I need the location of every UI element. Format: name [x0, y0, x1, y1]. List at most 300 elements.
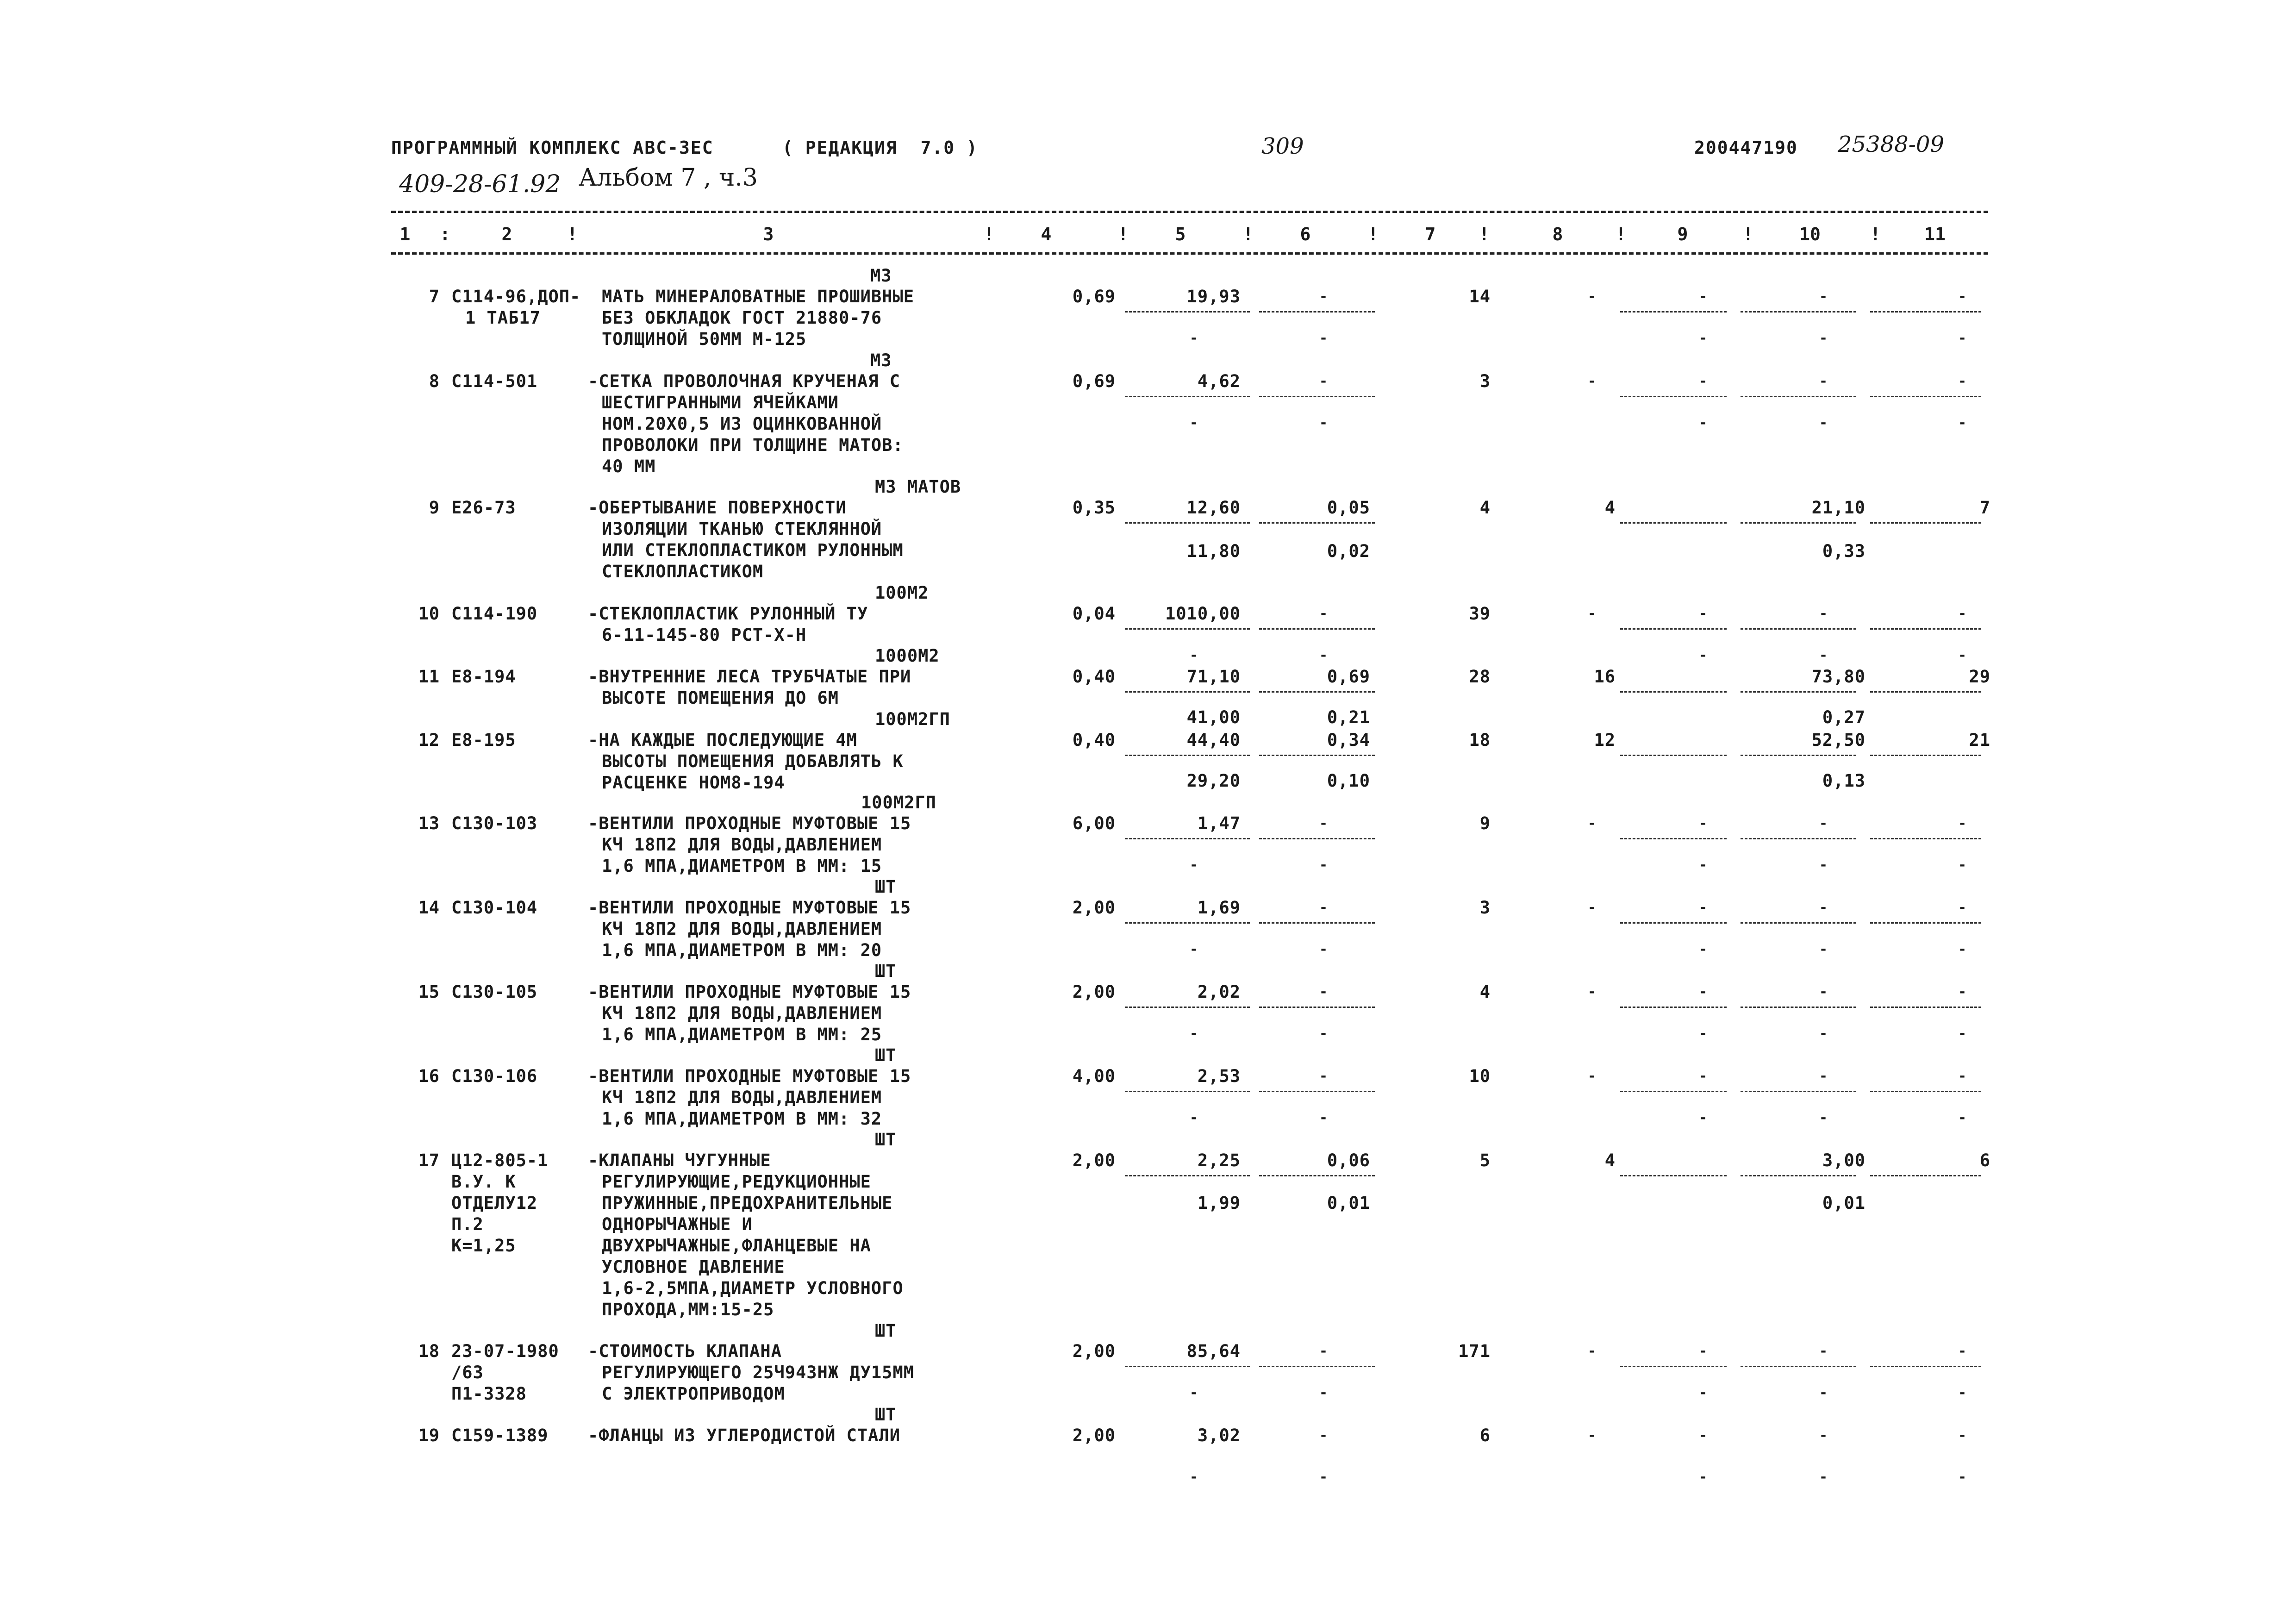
empty-value-mark: - [1190, 1110, 1198, 1126]
empty-value-mark: - [1588, 1068, 1597, 1084]
unit-label: ШТ [875, 961, 897, 981]
unit-cost-wages: 29,20 [1186, 771, 1241, 791]
description-line: КЧ 18П2 ДЛЯ ВОДЫ,ДАВЛЕНИЕМ [602, 919, 882, 939]
unit-label: ШТ [875, 877, 897, 897]
description-line: -ВЕНТИЛИ ПРОХОДНЫЕ МУФТОВЫЕ 15 [588, 1066, 911, 1086]
empty-value-mark: - [1958, 1385, 1967, 1401]
unit-cost: 2,53 [1197, 1066, 1241, 1086]
labor-cost-machinists: 0,01 [1822, 1193, 1866, 1213]
description-line: -ВЕНТИЛИ ПРОХОДНЫЕ МУФТОВЫЕ 15 [588, 813, 911, 833]
empty-value-mark: - [1319, 1025, 1328, 1042]
empty-value-mark: - [1319, 606, 1328, 622]
column-header: 3 [763, 224, 774, 244]
machine-cost-wages: 0,01 [1327, 1193, 1370, 1213]
subrow-divider [1870, 1366, 1981, 1367]
column-separator: ! [1479, 224, 1490, 244]
unit-label: 100М2ГП [861, 793, 936, 813]
empty-value-mark: - [1699, 900, 1708, 916]
resource-code: К=1,25 [451, 1236, 516, 1256]
total-cost: 6 [1479, 1425, 1491, 1445]
subrow-divider [1259, 838, 1375, 839]
total-cost: 4 [1479, 498, 1491, 518]
empty-value-mark: - [1190, 1025, 1198, 1042]
total-cost: 10 [1469, 1066, 1491, 1086]
labor-cost-machinists: 0,33 [1822, 541, 1866, 561]
quantity: 2,00 [1072, 1341, 1116, 1361]
total-wages: 12 [1594, 730, 1616, 750]
description-line: 1,6 МПА,ДИАМЕТРОМ В ММ: 25 [602, 1025, 882, 1044]
empty-value-mark: - [1819, 1469, 1828, 1485]
subrow-divider [1125, 396, 1250, 397]
empty-value-mark: - [1699, 647, 1708, 663]
subrow-divider [1870, 1007, 1981, 1008]
subrow-divider [1620, 691, 1727, 693]
labor-cost-machinists: 0,27 [1822, 707, 1866, 727]
unit-label: 1000М2 [875, 646, 940, 666]
unit-cost: 71,10 [1186, 667, 1241, 687]
machine-cost-wages: 0,02 [1327, 541, 1370, 561]
description-line: ПРОХОДА,ММ:15-25 [602, 1300, 774, 1319]
labor-total: 7 [1979, 498, 1990, 518]
description-line: ОДНОРЫЧАЖНЫЕ И [602, 1214, 753, 1234]
empty-value-mark: - [1699, 1343, 1708, 1359]
empty-value-mark: - [1319, 1469, 1328, 1485]
subrow-divider [1870, 755, 1981, 756]
description-line: 40 ММ [602, 456, 656, 476]
subrow-divider [1870, 1091, 1981, 1092]
total-cost: 4 [1479, 982, 1491, 1002]
unit-label: ШТ [875, 1130, 897, 1150]
column-header: 6 [1300, 224, 1311, 244]
column-header: 10 [1799, 224, 1821, 244]
empty-value-mark: - [1190, 857, 1198, 873]
subrow-divider [1870, 1175, 1981, 1176]
empty-value-mark: - [1958, 1025, 1967, 1042]
empty-value-mark: - [1319, 1427, 1328, 1444]
description-line: -ВНУТРЕННИЕ ЛЕСА ТРУБЧАТЫЕ ПРИ [588, 667, 911, 687]
empty-value-mark: - [1819, 373, 1828, 389]
labor-cost-machinists: 0,13 [1822, 771, 1866, 791]
empty-value-mark: - [1699, 288, 1708, 305]
subrow-divider [1259, 628, 1375, 630]
labor-total: 6 [1979, 1150, 1990, 1170]
description-line: -ОБЕРТЫВАНИЕ ПОВЕРХНОСТИ [588, 498, 847, 518]
empty-value-mark: - [1958, 941, 1967, 957]
empty-value-mark: - [1958, 1427, 1967, 1444]
row-number: 14 [418, 898, 440, 918]
row-number: 9 [429, 498, 440, 518]
description-line: ШЕСТИГРАННЫМИ ЯЧЕЙКАМИ [602, 393, 839, 413]
subrow-divider [1259, 396, 1375, 397]
empty-value-mark: - [1958, 373, 1967, 389]
empty-value-mark: - [1699, 1469, 1708, 1485]
unit-cost: 1,47 [1197, 813, 1241, 833]
machine-cost-wages: 0,21 [1327, 707, 1370, 727]
empty-value-mark: - [1819, 857, 1828, 873]
unit-cost: 3,02 [1197, 1425, 1241, 1445]
table-header-rule [391, 252, 1988, 255]
album-code: 409-28-61.92 [399, 170, 561, 198]
subrow-divider [1620, 838, 1727, 839]
resource-code: П1-3328 [451, 1384, 527, 1404]
unit-label: ШТ [875, 1321, 897, 1341]
labor-total: 29 [1969, 667, 1990, 687]
empty-value-mark: - [1819, 815, 1828, 832]
empty-value-mark: - [1319, 941, 1328, 957]
empty-value-mark: - [1958, 1068, 1967, 1084]
empty-value-mark: - [1699, 1025, 1708, 1042]
quantity: 2,00 [1072, 1425, 1116, 1445]
description-line: 6-11-145-80 РСТ-Х-Н [602, 625, 807, 645]
subrow-divider [1259, 1091, 1375, 1092]
unit-cost: 12,60 [1186, 498, 1241, 518]
empty-value-mark: - [1699, 815, 1708, 832]
column-header: 1 [399, 224, 411, 244]
subrow-divider [1620, 628, 1727, 630]
empty-value-mark: - [1699, 1427, 1708, 1444]
description-line: -СЕТКА ПРОВОЛОЧНАЯ КРУЧЕНАЯ С [588, 371, 901, 391]
empty-value-mark: - [1319, 415, 1328, 431]
page-number: 309 [1261, 133, 1304, 159]
total-cost: 3 [1479, 898, 1491, 918]
description-line: -КЛАПАНЫ ЧУГУННЫЕ [588, 1150, 771, 1170]
empty-value-mark: - [1699, 373, 1708, 389]
resource-code: 1 ТАБ17 [465, 308, 541, 328]
unit-label: ШТ [875, 1405, 897, 1425]
subrow-divider [1620, 1175, 1727, 1176]
empty-value-mark: - [1819, 941, 1828, 957]
empty-value-mark: - [1319, 1343, 1328, 1359]
quantity: 2,00 [1072, 898, 1116, 918]
row-number: 16 [418, 1066, 440, 1086]
description-line: ВЫСОТЕ ПОМЕЩЕНИЯ ДО 6М [602, 688, 839, 708]
subrow-divider [1259, 691, 1375, 693]
empty-value-mark: - [1588, 288, 1597, 305]
machine-cost: 0,05 [1327, 498, 1370, 518]
empty-value-mark: - [1699, 1110, 1708, 1126]
labor-cost: 21,10 [1811, 498, 1866, 518]
empty-value-mark: - [1699, 857, 1708, 873]
empty-value-mark: - [1958, 647, 1967, 663]
empty-value-mark: - [1819, 330, 1828, 346]
empty-value-mark: - [1319, 1385, 1328, 1401]
unit-cost: 44,40 [1186, 730, 1241, 750]
description-line: -СТОИМОСТЬ КЛАПАНА [588, 1341, 782, 1361]
subrow-divider [1125, 922, 1250, 924]
total-cost: 18 [1469, 730, 1491, 750]
empty-value-mark: - [1319, 647, 1328, 663]
description-line: ИЗОЛЯЦИИ ТКАНЬЮ СТЕКЛЯННОЙ [602, 519, 882, 539]
subrow-divider [1741, 838, 1856, 839]
row-number: 11 [418, 667, 440, 687]
subrow-divider [1125, 1366, 1250, 1367]
table-top-rule [391, 211, 1988, 213]
resource-code: /63 [451, 1363, 484, 1382]
row-number: 17 [418, 1150, 440, 1170]
column-header: 9 [1677, 224, 1688, 244]
empty-value-mark: - [1319, 900, 1328, 916]
unit-cost-wages: 41,00 [1186, 707, 1241, 727]
resource-code: Е26-73 [451, 498, 516, 518]
unit-cost: 4,62 [1197, 371, 1241, 391]
document-code: 200447190 [1694, 138, 1798, 158]
empty-value-mark: - [1319, 1110, 1328, 1126]
machine-cost: 0,34 [1327, 730, 1370, 750]
machine-cost-wages: 0,10 [1327, 771, 1370, 791]
empty-value-mark: - [1819, 1385, 1828, 1401]
subrow-divider [1620, 1007, 1727, 1008]
empty-value-mark: - [1958, 330, 1967, 346]
empty-value-mark: - [1319, 330, 1328, 346]
column-separator: : [440, 224, 450, 244]
empty-value-mark: - [1699, 415, 1708, 431]
empty-value-mark: - [1819, 288, 1828, 305]
empty-value-mark: - [1588, 373, 1597, 389]
description-line: БЕЗ ОБКЛАДОК ГОСТ 21880-76 [602, 308, 882, 328]
resource-code: Е8-194 [451, 667, 516, 687]
empty-value-mark: - [1819, 1110, 1828, 1126]
description-line: 1,6 МПА,ДИАМЕТРОМ В ММ: 20 [602, 940, 882, 960]
subrow-divider [1870, 838, 1981, 839]
column-separator: ! [1870, 224, 1881, 244]
empty-value-mark: - [1958, 815, 1967, 832]
description-line: -ВЕНТИЛИ ПРОХОДНЫЕ МУФТОВЫЕ 15 [588, 982, 911, 1002]
row-number: 13 [418, 813, 440, 833]
subrow-divider [1741, 1366, 1856, 1367]
subrow-divider [1620, 922, 1727, 924]
subrow-divider [1125, 1007, 1250, 1008]
quantity: 2,00 [1072, 1150, 1116, 1170]
column-header: 11 [1924, 224, 1946, 244]
empty-value-mark: - [1819, 1343, 1828, 1359]
subrow-divider [1125, 838, 1250, 839]
subrow-divider [1620, 522, 1727, 524]
resource-code: В.У. К [451, 1172, 516, 1192]
empty-value-mark: - [1699, 984, 1708, 1000]
column-header: 8 [1552, 224, 1563, 244]
resource-code: С130-104 [451, 898, 538, 918]
column-header: 2 [501, 224, 512, 244]
description-line: РАСЦЕНКЕ НОМ8-194 [602, 773, 785, 793]
unit-cost: 19,93 [1186, 287, 1241, 306]
column-separator: ! [984, 224, 994, 244]
empty-value-mark: - [1319, 857, 1328, 873]
unit-label: М3 [870, 266, 892, 286]
empty-value-mark: - [1588, 1427, 1597, 1444]
labor-total: 21 [1969, 730, 1990, 750]
subrow-divider [1259, 311, 1375, 313]
empty-value-mark: - [1958, 415, 1967, 431]
document-number: 25388-09 [1838, 131, 1944, 157]
description-line: КЧ 18П2 ДЛЯ ВОДЫ,ДАВЛЕНИЕМ [602, 1088, 882, 1107]
subrow-divider [1259, 522, 1375, 524]
empty-value-mark: - [1958, 900, 1967, 916]
row-number: 7 [429, 287, 440, 306]
subrow-divider [1259, 755, 1375, 756]
description-line: РЕГУЛИРУЮЩИЕ,РЕДУКЦИОННЫЕ [602, 1172, 871, 1192]
unit-label: М3 [870, 350, 892, 370]
column-separator: ! [1243, 224, 1254, 244]
empty-value-mark: - [1319, 815, 1328, 832]
column-separator: ! [1368, 224, 1379, 244]
labor-cost: 52,50 [1811, 730, 1866, 750]
subrow-divider [1620, 1091, 1727, 1092]
empty-value-mark: - [1319, 1068, 1328, 1084]
total-cost: 39 [1469, 604, 1491, 624]
description-line: ПРУЖИННЫЕ,ПРЕДОХРАНИТЕЛЬНЫЕ [602, 1193, 893, 1213]
description-line: С ЭЛЕКТРОПРИВОДОМ [602, 1384, 785, 1404]
unit-cost: 1,69 [1197, 898, 1241, 918]
subrow-divider [1870, 628, 1981, 630]
row-number: 15 [418, 982, 440, 1002]
subrow-divider [1741, 691, 1856, 693]
subrow-divider [1870, 396, 1981, 397]
total-wages: 16 [1594, 667, 1616, 687]
resource-code: Е8-195 [451, 730, 516, 750]
column-header: 4 [1041, 224, 1052, 244]
subrow-divider [1741, 311, 1856, 313]
description-line: ДВУХРЫЧАЖНЫЕ,ФЛАНЦЕВЫЕ НА [602, 1236, 871, 1256]
quantity: 4,00 [1072, 1066, 1116, 1086]
quantity: 0,04 [1072, 604, 1116, 624]
resource-code: С114-501 [451, 371, 538, 391]
empty-value-mark: - [1699, 941, 1708, 957]
subrow-divider [1620, 1366, 1727, 1367]
description-line: ПРОВОЛОКИ ПРИ ТОЛЩИНЕ МАТОВ: [602, 435, 904, 455]
resource-code: С130-103 [451, 813, 538, 833]
quantity: 0,40 [1072, 730, 1116, 750]
machine-cost: 0,06 [1327, 1150, 1370, 1170]
unit-cost-wages: 11,80 [1186, 541, 1241, 561]
resource-code: Ц12-805-1 [451, 1150, 549, 1170]
subrow-divider [1741, 522, 1856, 524]
subrow-divider [1741, 755, 1856, 756]
total-cost: 28 [1469, 667, 1491, 687]
column-header: 5 [1175, 224, 1186, 244]
description-line: КЧ 18П2 ДЛЯ ВОДЫ,ДАВЛЕНИЕМ [602, 835, 882, 855]
total-cost: 9 [1479, 813, 1491, 833]
description-line: -ФЛАНЦЫ ИЗ УГЛЕРОДИСТОЙ СТАЛИ [588, 1425, 901, 1445]
empty-value-mark: - [1819, 1025, 1828, 1042]
subrow-divider [1125, 691, 1250, 693]
subrow-divider [1125, 755, 1250, 756]
description-line: 1,6 МПА,ДИАМЕТРОМ В ММ: 15 [602, 856, 882, 876]
subrow-divider [1125, 1175, 1250, 1176]
machine-cost: 0,69 [1327, 667, 1370, 687]
empty-value-mark: - [1699, 1385, 1708, 1401]
total-cost: 171 [1458, 1341, 1491, 1361]
subrow-divider [1259, 1007, 1375, 1008]
empty-value-mark: - [1319, 984, 1328, 1000]
total-wages: 4 [1604, 1150, 1616, 1170]
row-number: 12 [418, 730, 440, 750]
quantity: 6,00 [1072, 813, 1116, 833]
description-line: УСЛОВНОЕ ДАВЛЕНИЕ [602, 1257, 785, 1277]
description-line: КЧ 18П2 ДЛЯ ВОДЫ,ДАВЛЕНИЕМ [602, 1003, 882, 1023]
unit-cost: 1010,00 [1165, 604, 1241, 624]
empty-value-mark: - [1958, 857, 1967, 873]
column-header: 7 [1425, 224, 1436, 244]
column-separator: ! [567, 224, 578, 244]
empty-value-mark: - [1190, 1385, 1198, 1401]
column-separator: ! [1118, 224, 1129, 244]
unit-label: 100М2ГП [875, 709, 950, 729]
empty-value-mark: - [1819, 415, 1828, 431]
empty-value-mark: - [1819, 1427, 1828, 1444]
empty-value-mark: - [1588, 900, 1597, 916]
description-line: ИЛИ СТЕКЛОПЛАСТИКОМ РУЛОННЫМ [602, 540, 904, 560]
edition-label: ( РЕДАКЦИЯ 7.0 ) [782, 138, 978, 158]
subrow-divider [1620, 755, 1727, 756]
empty-value-mark: - [1819, 647, 1828, 663]
unit-label: М3 МАТОВ [875, 477, 961, 497]
empty-value-mark: - [1319, 373, 1328, 389]
empty-value-mark: - [1588, 606, 1597, 622]
description-line: 1,6-2,5МПА,ДИАМЕТР УСЛОВНОГО [602, 1278, 904, 1298]
unit-cost-wages: 1,99 [1197, 1193, 1241, 1213]
description-line: СТЕКЛОПЛАСТИКОМ [602, 562, 764, 581]
empty-value-mark: - [1190, 1469, 1198, 1485]
resource-code: С159-1389 [451, 1425, 549, 1445]
subrow-divider [1259, 1366, 1375, 1367]
empty-value-mark: - [1819, 606, 1828, 622]
unit-cost: 85,64 [1186, 1341, 1241, 1361]
resource-code: С130-105 [451, 982, 538, 1002]
empty-value-mark: - [1958, 606, 1967, 622]
description-line: МАТЬ МИНЕРАЛОВАТНЫЕ ПРОШИВНЫЕ [602, 287, 915, 306]
row-number: 18 [418, 1341, 440, 1361]
subrow-divider [1259, 922, 1375, 924]
empty-value-mark: - [1958, 984, 1967, 1000]
labor-cost: 73,80 [1811, 667, 1866, 687]
total-cost: 5 [1479, 1150, 1491, 1170]
row-number: 19 [418, 1425, 440, 1445]
subrow-divider [1741, 922, 1856, 924]
description-line: 1,6 МПА,ДИАМЕТРОМ В ММ: 32 [602, 1109, 882, 1129]
description-line: -СТЕКЛОПЛАСТИК РУЛОННЫЙ ТУ [588, 604, 868, 624]
column-separator: ! [1616, 224, 1626, 244]
subrow-divider [1620, 396, 1727, 397]
subrow-divider [1741, 1007, 1856, 1008]
quantity: 0,69 [1072, 371, 1116, 391]
subrow-divider [1870, 691, 1981, 693]
empty-value-mark: - [1319, 288, 1328, 305]
empty-value-mark: - [1958, 1469, 1967, 1485]
empty-value-mark: - [1819, 984, 1828, 1000]
quantity: 2,00 [1072, 982, 1116, 1002]
unit-label: 100М2 [875, 583, 929, 603]
empty-value-mark: - [1699, 606, 1708, 622]
description-line: ВЫСОТЫ ПОМЕЩЕНИЯ ДОБАВЛЯТЬ К [602, 751, 904, 771]
subrow-divider [1870, 311, 1981, 313]
empty-value-mark: - [1190, 415, 1198, 431]
row-number: 8 [429, 371, 440, 391]
empty-value-mark: - [1588, 1343, 1597, 1359]
subrow-divider [1870, 922, 1981, 924]
album-label: Альбом 7 , ч.3 [579, 164, 758, 192]
quantity: 0,40 [1072, 667, 1116, 687]
subrow-divider [1125, 1091, 1250, 1092]
subrow-divider [1741, 1175, 1856, 1176]
column-separator: ! [1743, 224, 1753, 244]
subrow-divider [1741, 628, 1856, 630]
program-title: ПРОГРАММНЫЙ КОМПЛЕКС АВС-3ЕС [391, 138, 714, 158]
subrow-divider [1741, 396, 1856, 397]
subrow-divider [1125, 522, 1250, 524]
resource-code: С130-106 [451, 1066, 538, 1086]
quantity: 0,35 [1072, 498, 1116, 518]
resource-code: 23-07-1980 [451, 1341, 559, 1361]
